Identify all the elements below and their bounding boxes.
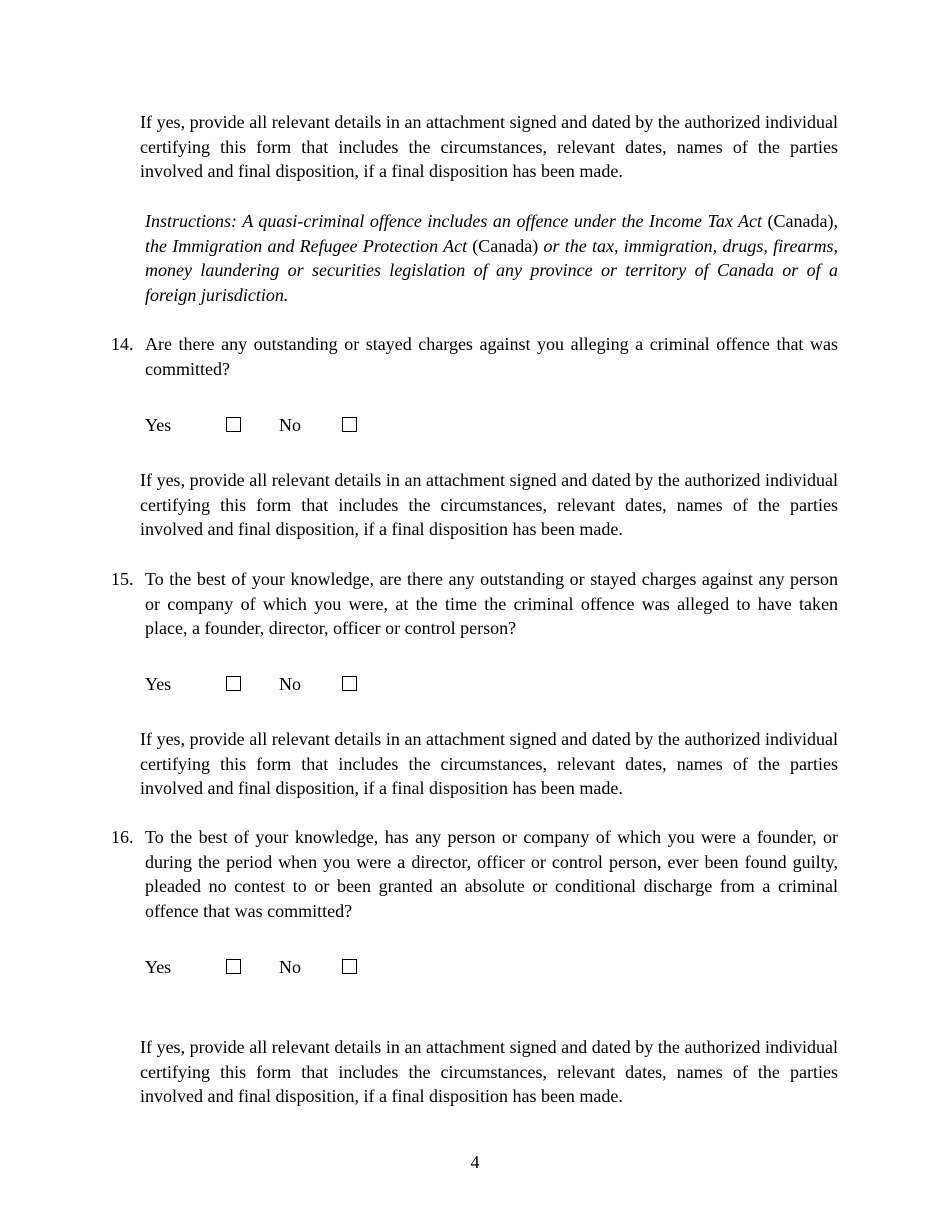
question-15-number: 15.	[111, 569, 134, 589]
instructions-text-2: (Canada)	[762, 211, 834, 231]
instructions-text-5: or the tax, immigration, drugs, firearms, money laundering or securities legislation of any province or territory of Canada or of a foreign jurisdiction.	[145, 235, 838, 305]
question-16-text: To the best of your knowledge, has any person or company of which you were a founder, or during the period when you were a director, officer or control person, ever been found guilty, pleaded no contest to or been granted an absolute or conditional discharge from a criminal offence that was committed?	[145, 827, 838, 921]
instructions-paragraph	[145, 209, 838, 307]
question-14-no-checkbox[interactable]	[342, 417, 357, 432]
details-paragraph-2: If yes, provide all relevant details in an attachment signed and dated by the authorized individual certifying this form that includes the circumstances, relevant dates, names of the parties involved and final disposition, if a final disposition has been made.	[140, 470, 838, 540]
question-16-yes-label: Yes	[145, 957, 172, 977]
instructions-text-4: (Canada)	[467, 235, 544, 256]
question-14-yes-checkbox[interactable]	[226, 417, 241, 432]
question-15-yes-checkbox[interactable]	[226, 676, 241, 691]
question-15-text: To the best of your knowledge, are there any outstanding or stayed charges against any person or company of which you were, at the time the criminal offence was alleged to have taken place, a founder, director, officer or control person?	[145, 569, 838, 639]
question-16-no-checkbox[interactable]	[342, 959, 357, 974]
question-15-no-checkbox[interactable]	[342, 676, 357, 691]
page-number: 4	[470, 1152, 480, 1172]
question-16-yes-checkbox[interactable]	[226, 959, 241, 974]
question-14-number: 14.	[111, 334, 134, 354]
details-paragraph-1: If yes, provide all relevant details in an attachment signed and dated by the authorized individual certifying this form that includes the circumstances, relevant dates, names of the parties involved and final disposition, if a final disposition has been made.	[140, 112, 838, 182]
question-16-number: 16.	[111, 827, 134, 847]
question-16-no-label: No	[279, 957, 301, 977]
question-14-no-label: No	[279, 415, 301, 435]
question-15-yes-label: Yes	[145, 674, 172, 694]
question-14-text: Are there any outstanding or stayed charges against you alleging a criminal offence that was committed?	[145, 334, 838, 379]
instructions-text-1: Instructions: A quasi-criminal offence includes an offence under the Income Tax Act	[145, 211, 762, 231]
instructions-text-3: , the Immigration and Refugee Protection Act	[145, 211, 838, 256]
question-15-no-label: No	[279, 674, 301, 694]
details-paragraph-3: If yes, provide all relevant details in an attachment signed and dated by the authorized individual certifying this form that includes the circumstances, relevant dates, names of the parties involved and final disposition, if a final disposition has been made.	[140, 729, 838, 799]
details-paragraph-4: If yes, provide all relevant details in an attachment signed and dated by the authorized individual certifying this form that includes the circumstances, relevant dates, names of the parties involved and final disposition, if a final disposition has been made.	[140, 1037, 838, 1107]
question-14-yes-label: Yes	[145, 415, 172, 435]
